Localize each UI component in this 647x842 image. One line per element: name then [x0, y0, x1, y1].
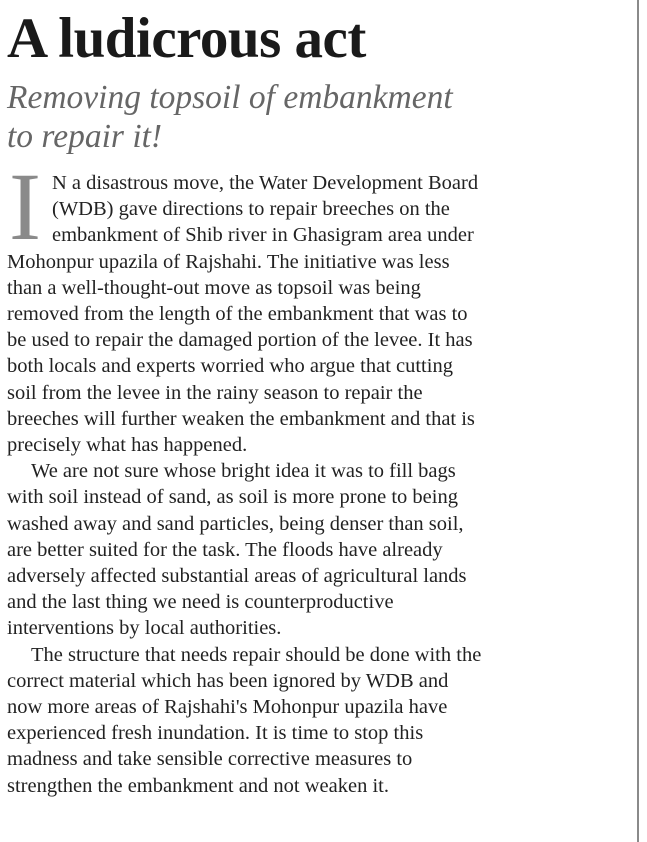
body-line: interventions by local authorities. — [7, 617, 282, 640]
column-divider-rule — [637, 0, 639, 842]
body-line: N a disastrous move, the Water Development Board — [52, 172, 479, 194]
paragraph-2 — [7, 458, 607, 641]
paragraph-1 — [7, 153, 607, 458]
body-line: than a well-thought-out move as topsoil was being — [7, 276, 421, 299]
subheadline — [7, 78, 607, 156]
body-line: (WDB) gave directions to repair breeches on the — [52, 198, 450, 221]
body-line: and the last thing we need is counterproductive — [7, 591, 394, 614]
subheadline-line: Removing topsoil of embankment — [7, 79, 453, 116]
body-line: removed from the length of the embankment that was to — [7, 303, 468, 326]
body-line: with soil instead of sand, as soil is more prone to being — [7, 486, 458, 509]
article-body — [7, 153, 607, 799]
body-line: strengthen the embankment and not weaken it. — [7, 774, 389, 797]
subheadline-line: to repair it! — [7, 118, 163, 155]
body-line: correct material which has been ignored by WDB and — [7, 669, 449, 692]
body-line: adversely affected substantial areas of agricultural lands — [7, 565, 467, 588]
body-line: madness and take sensible corrective measures to — [7, 748, 413, 771]
body-line: precisely what has happened. — [7, 434, 248, 457]
body-line: We are not sure whose bright idea it was to fill bags — [31, 460, 456, 483]
body-line: are better suited for the task. The floods have already — [7, 538, 443, 561]
body-line: embankment of Shib river in Ghasigram area under — [52, 224, 474, 247]
body-line: breeches will further weaken the embankment and that is — [7, 407, 475, 430]
body-line: now more areas of Rajshahi's Mohonpur upazila have — [7, 696, 448, 719]
body-line: washed away and sand particles, being denser than soil, — [7, 512, 464, 535]
body-line: experienced fresh inundation. It is time to stop this — [7, 722, 424, 745]
body-line: soil from the levee in the rainy season to repair the — [7, 381, 423, 404]
body-line: be used to repair the damaged portion of the levee. It has — [7, 329, 473, 352]
headline: A ludicrous act — [7, 7, 366, 70]
drop-cap: I — [9, 153, 41, 260]
body-line: The structure that needs repair should be done with the — [31, 643, 482, 666]
body-line: Mohonpur upazila of Rajshahi. The initiative was less — [7, 250, 450, 273]
paragraph-3 — [7, 642, 607, 799]
body-line: both locals and experts worried who argue that cutting — [7, 355, 453, 378]
